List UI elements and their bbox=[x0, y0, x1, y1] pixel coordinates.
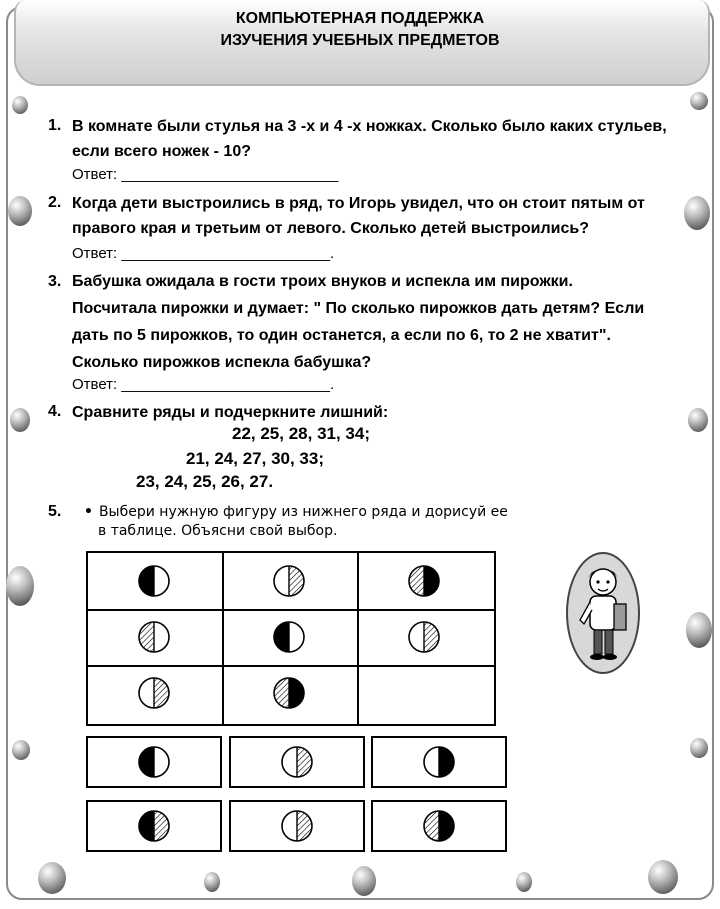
split-circle-icon bbox=[269, 561, 309, 601]
question-line: правого края и третьим от левого. Сколько детей выстроились? bbox=[72, 220, 589, 237]
split-circle-icon bbox=[419, 742, 459, 782]
answer-line[interactable]: Ответ: _________________________. bbox=[72, 245, 335, 262]
hatched-half bbox=[409, 566, 424, 596]
question-number: 4. bbox=[48, 403, 62, 420]
split-circle-icon bbox=[134, 806, 174, 846]
split-circle-icon bbox=[134, 673, 174, 713]
decorative-ball bbox=[38, 862, 66, 894]
split-circle-icon bbox=[269, 673, 309, 713]
decorative-ball bbox=[12, 96, 28, 114]
white-half bbox=[409, 622, 424, 652]
white-half bbox=[289, 622, 304, 652]
option-figure[interactable] bbox=[86, 800, 222, 852]
split-circle-icon bbox=[404, 617, 444, 657]
question-number: 3. bbox=[48, 273, 62, 290]
split-circle-icon bbox=[404, 561, 444, 601]
question-line: Выбери нужную фигуру из нижнего ряда и дорисуй ее bbox=[98, 504, 508, 520]
puzzle-grid bbox=[86, 551, 496, 726]
question-line: дать по 5 пирожков, то один останется, а если по 6, то 2 не хватит". bbox=[72, 327, 611, 344]
split-circle-icon bbox=[277, 806, 317, 846]
decorative-ball bbox=[204, 872, 220, 892]
white-half bbox=[282, 747, 297, 777]
decorative-ball bbox=[6, 566, 34, 606]
hatched-half bbox=[274, 678, 289, 708]
white-half bbox=[274, 566, 289, 596]
hatched-half bbox=[297, 747, 312, 777]
option-figure[interactable] bbox=[371, 800, 507, 852]
question-line: в таблице. Объясни свой выбор. bbox=[98, 523, 338, 539]
decorative-ball bbox=[690, 738, 708, 758]
decorative-ball bbox=[688, 408, 708, 432]
black-half bbox=[139, 811, 154, 841]
question-1-text bbox=[72, 114, 667, 164]
question-line: Сколько пирожков испекла бабушка? bbox=[72, 354, 372, 371]
header-line-2: ИЗУЧЕНИЯ УЧЕБНЫХ ПРЕДМЕТОВ bbox=[220, 32, 500, 49]
decorative-ball bbox=[10, 408, 30, 432]
hatched-half bbox=[297, 811, 312, 841]
decorative-ball bbox=[8, 196, 32, 226]
black-half bbox=[439, 811, 454, 841]
bullet-icon: • bbox=[84, 504, 93, 520]
white-half bbox=[154, 622, 169, 652]
hatched-half bbox=[139, 622, 154, 652]
question-number: 5. bbox=[48, 503, 62, 520]
question-line: если всего ножек - 10? bbox=[72, 143, 251, 160]
header-line-1: КОМПЬЮТЕРНАЯ ПОДДЕРЖКА bbox=[235, 10, 485, 27]
split-circle-icon bbox=[134, 742, 174, 782]
question-line: Посчитала пирожки и думает: " По сколько пирожков дать детям? Если bbox=[72, 300, 645, 317]
hatched-half bbox=[289, 566, 304, 596]
boy-icon bbox=[568, 554, 638, 672]
answer-line[interactable]: Ответ: _________________________. bbox=[72, 376, 335, 393]
white-half bbox=[282, 811, 297, 841]
split-circle-icon bbox=[134, 617, 174, 657]
decorative-ball bbox=[684, 196, 710, 230]
split-circle-icon bbox=[269, 617, 309, 657]
white-half bbox=[424, 747, 439, 777]
option-figure[interactable] bbox=[86, 736, 222, 788]
black-half bbox=[289, 678, 304, 708]
hatched-half bbox=[424, 622, 439, 652]
question-4-text: Сравните ряды и подчеркните лишний: bbox=[72, 404, 389, 421]
split-circle-icon bbox=[419, 806, 459, 846]
empty-grid-cell[interactable] bbox=[358, 665, 493, 721]
black-half bbox=[139, 747, 154, 777]
black-half bbox=[424, 566, 439, 596]
number-sequence: 23, 24, 25, 26, 27. bbox=[136, 472, 274, 491]
answer-line[interactable]: Ответ: __________________________ bbox=[72, 166, 339, 183]
question-line: Когда дети выстроились в ряд, то Игорь увидел, что он стоит пятым от bbox=[72, 195, 645, 212]
option-figure[interactable] bbox=[229, 736, 365, 788]
black-half bbox=[139, 566, 154, 596]
decorative-ball bbox=[12, 740, 30, 760]
white-half bbox=[139, 678, 154, 708]
question-line: Бабушка ожидала в гости троих внуков и испекла им пирожки. bbox=[72, 273, 573, 290]
boy-illustration bbox=[566, 552, 640, 674]
decorative-ball bbox=[352, 866, 376, 896]
option-figure[interactable] bbox=[371, 736, 507, 788]
decorative-ball bbox=[648, 860, 678, 894]
decorative-ball bbox=[516, 872, 532, 892]
question-2-text bbox=[72, 191, 645, 241]
split-circle-icon bbox=[134, 561, 174, 601]
option-figure[interactable] bbox=[229, 800, 365, 852]
number-sequence: 21, 24, 27, 30, 33; bbox=[186, 449, 324, 468]
question-3-text bbox=[72, 268, 644, 376]
question-5-text bbox=[84, 503, 508, 541]
split-circle-icon bbox=[277, 742, 317, 782]
hatched-half bbox=[154, 678, 169, 708]
question-number: 2. bbox=[48, 194, 62, 211]
number-sequence: 22, 25, 28, 31, 34; bbox=[232, 424, 370, 443]
white-half bbox=[154, 747, 169, 777]
black-half bbox=[274, 622, 289, 652]
white-half bbox=[154, 566, 169, 596]
question-number: 1. bbox=[48, 117, 62, 134]
black-half bbox=[439, 747, 454, 777]
header-title bbox=[0, 8, 720, 52]
hatched-half bbox=[424, 811, 439, 841]
decorative-ball bbox=[686, 612, 712, 648]
question-line: В комнате были стулья на 3 -х и 4 -х ножках. Сколько было каких стульев, bbox=[72, 118, 667, 135]
hatched-half bbox=[154, 811, 169, 841]
decorative-ball bbox=[690, 92, 708, 110]
